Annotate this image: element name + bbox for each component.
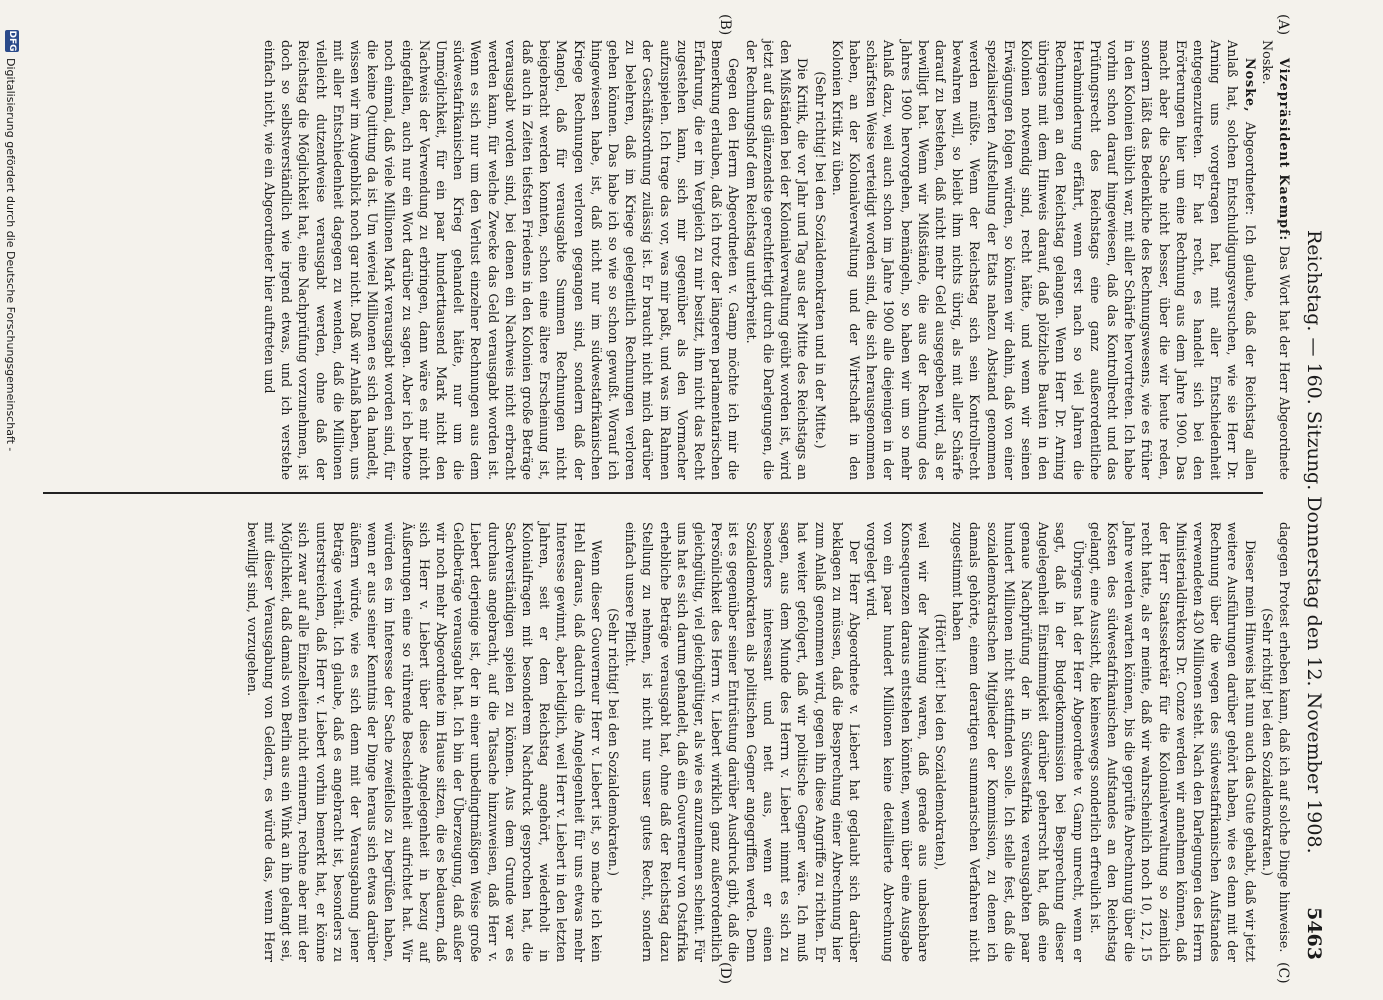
margin-marker-d: (D) (717, 962, 733, 985)
paragraph-text: Abgeordneter: Ich glaube, daß der Reichstag allen Anlaß hat, solchen Entschuldigungsversuchen, wie sie Herr Dr. Arning uns vorgetragen hat, mit aller Entschiedenheit entgegenzutreten. Er hat recht, es handelt sich bei den Erörterungen hier um eine Rechnung aus dem Jahre 1900. Das macht aber die Sache nicht besser, über die wir heute reden, sondern läßt das Bedenkliche des Rechnungswesens, wie es früher in den Kolonien üblich war, mit aller Schärfe hervortreten. Ich habe vorhin schon darauf hingewiesen, daß das Kontrollrecht und das Prüfungsrecht des Reichstags eine ganz außerordentliche Herabminderung erfährt, wenn erst nach so viel Jahren die Rechnungen an den Reichstag gelangen. Wenn Herr Dr. Arning übrigens mit dem Hinweis darauf, daß plötzliche Bauten in den Kolonien notwendig sind, recht hätte, und wenn wir seinen Erwägungen folgen würden, so können wir dahin, daß von einer spezialisierten Aufstellung der Etats nahezu Abstand genommen werden müßte. Wenn der Reichstag sich sein Kontrollrecht bewahren will, so bleibt ihm nichts übrig, als mit aller Schärfe darauf zu bestehen, daß nicht mehr Geld ausgegeben wird, als er bewilligt hat. Wenn wir Mißstände, die aus der Rechnung des Jahres 1900 hervorgehen, bemängeln, so haben wir um so mehr Anlaß dazu, weil auch schon im Jahre 1900 alle diejenigen in der schärfsten Weise verteidigt worden sind, die sich herausgenommen haben, an der Kolonialverwaltung und der Wirtschaft in den Kolonien Kritik zu üben. (829, 40, 1258, 480)
paragraph (949, 522, 1087, 962)
margin-marker-a: (A) (1275, 14, 1291, 36)
speaker-name: Noske, (1242, 58, 1258, 113)
paragraph (244, 522, 605, 962)
margin-marker-b: (B) (717, 14, 733, 36)
footer-credit: Digitalisierung gefördert durch die Deutsche Forschungsgemeinschaft - (4, 58, 17, 452)
interjection: (Sehr richtig! bei den Sozialdemokraten.) (1259, 608, 1275, 876)
page-number: 5463 (1303, 907, 1325, 960)
interjection: (Sehr richtig! bei den Sozialdemokraten.) (606, 608, 622, 876)
paragraph (1259, 522, 1276, 962)
paragraph (605, 522, 622, 962)
page-footer (1, 0, 19, 1000)
paragraph-text: Gegen den Herrn Abgeordneten v. Gamp möchte ich mir die Bemerkung erlauben, daß ich trotz der längeren parlamentarischen Erfahrung, die er im Vergleich zu mir besitzt, ihm nicht das Recht zugestehen kann, sich mir gegenüber als den Vormacher aufzuspielen. Ich trage das vor, was mir paßt, und was im Rahmen der Geschäftsordnung zulässig ist. Er braucht nicht mich darüber zu belehren, daß im Kriege gelegentlich Rechnungen verloren gehen können. Das habe ich so wie so schon gewußt. Worauf ich hingewiesen habe, ist, daß nicht nur im südwestafrikanischen Kriege Rechnungen verloren gegangen sind, sondern daß der Mangel, daß für verausgabte Summen Rechnungen nicht beigebracht werden konnten, schon eine ältere Erscheinung ist, daß auch in Zeiten tiefsten Friedens in den Kolonien große Beträge verausgabt worden sind, bei denen ein Nachweis nicht erbracht werden kann, für welche Zwecke das Geld verausgabt worden ist. Wenn es sich nur um den Verlust einzelner Rechnungen aus dem südwestafrikanischen Krieg gehandelt hätte, nur um die Unmöglichkeit, für ein paar hunderttausend Mark nicht den Nachweis der Verwendung zu erbringen, dann wäre es mir nicht eingefallen, auch nur ein Wort darüber zu sagen. Aber ich betone noch einmal, daß viele Millionen Mark verausgabt worden sind, für die keine Quittung da ist. Um wieviel Millionen es sich da handelt, wissen wir im Augenblick noch gar nicht. Daß wir Anlaß haben, uns mit aller Entschiedenheit dagegen zu wenden, daß die Millionen vielleicht dutzendweise verausgabt werden, ohne daß der Reichstag die Möglichkeit hat, eine Nachprüfung vorzunehmen, ist doch so selbstverständlich wie irgend etwas, und ich verstehe einfach nicht, wie ein Abgeordneter hier auftreten und (262, 40, 742, 480)
margin-marker-c: (C) (1275, 962, 1291, 984)
interjection: (Hört! hört! bei den Sozialdemokraten), (932, 613, 948, 871)
paragraph-text: weil wir der Meinung waren, daß gerade aus unabsehbare Konsequenzen daraus entstehen könnten, wenn über eine Ausgabe von ein paar hundert Millionen keine detaillierte Abrechnung vorgelegt wird. (864, 522, 931, 962)
paragraph-text: Übrigens hat der Herr Abgeordnete v. Gamp unrecht, wenn er sagt, daß in der Budgetkommission bei Besprechung dieser Angelegenheit Einstimmigkeit darüber geherrscht hat, daß eine genaue Nachprüfung der in Südwestafrika verausgabten paar hundert Millionen nicht stattfinden solle. Ich stelle fest, daß die sozialdemokratischen Mitglieder der Kommission, zu denen ich damals gehörte, einem derartigen summarischen Verfahren nicht zugestimmt haben (950, 522, 1086, 962)
paragraph-text: Die Kritik, die vor Jahr und Tag aus der Mitte des Reichstags an den Mißständen bei der Kolonialverwaltung geübt worden ist, wird jetzt auf das glänzendste gerechtfertigt durch die Darlegungen, die der Rechnungshof dem Reichstag unterbreitet. (743, 40, 811, 480)
paragraph-text: Das Wort hat der Herr Abgeordnete Noske. (1259, 40, 1292, 480)
column-divider (43, 492, 1263, 494)
paragraph-text: dagegen Protest erheben kann, daß ich auf solche Dinge hinweise. (1277, 522, 1292, 953)
paragraph (932, 522, 949, 962)
dfg-logo: DFG (7, 30, 17, 52)
paragraph (743, 40, 812, 480)
right-text-column (244, 522, 1293, 962)
paragraph (622, 522, 863, 962)
paragraph (829, 40, 1259, 480)
paragraph (1276, 522, 1293, 962)
page-header (1301, 40, 1325, 960)
paragraph-text: Wenn dieser Gouverneur Herr v. Liebert ist, so mache ich kein Hehl daraus, daß dadurch die Angelegenheit für uns etwas mehr Interesse gewinnt, aber lediglich, weil Herr v. Liebert in den letzten Jahren, seit er dem Reichstag angehört, wiederholt in Kolonialfragen mit besonderem Nachdruck gesprochen hat, die Sachverständigen spielen zu können. Aus dem Grunde war es durchaus angebracht, auf die Tatsache hinzuweisen, daß Herr v. Liebert derjenige ist, der in einer unbedingtmäßigen Weise große Geldbeträge verausgabt hat. Ich bin der Überzeugung, daß außer wir noch mehr Abgeordnete im Hause sitzen, die es bedauern, daß sich Herr v. Liebert über diese Angelegenheit in bezug auf Äußerungen eine so rührende Bescheidenheit aufrichtet hat. Wir würden es im Interesse der Sache zweifellos zu begrüßen haben, wenn er aus seiner Kenntnis der Dinge heraus sich etwas darüber äußern würde, wie es sich denn mit der Verausgabung jener Beträge verhält. Ich glaube, daß es angebracht ist, besonders zu unterstreichen, daß Herr v. Liebert vorhin bemerkt hat, er könne sich zwar auf alle Einzelheiten nicht erinnern, rechne aber mit der Möglichkeit, daß damals von Berlin aus ein Wink an ihn gelangt sei, mit dieser Verausgabung von Geldern, es würde das, wenn Herr bewilligt sind, vorzugehen. (244, 522, 604, 962)
paragraph (863, 522, 932, 962)
running-header: Reichstag. — 160. Sitzung. Donnerstag den 12. November 1908. (1303, 230, 1325, 854)
paragraph (261, 40, 743, 480)
paragraph-text: Der Herr Abgeordnete v. Liebert hat geglaubt sich darüber beklagen zu müssen, daß die Besprechung einer Abrechnung hier zum Anlaß genommen wird, gegen ihn diese Angriffe zu richten. Er hat weiter gefolgert, daß wir politische Gegner wäre. Ich muß sagen, aus dem Munde des Herrn v. Liebert nimmt es sich zu besonders interessant und nett aus, wenn er einen Sozialdemokraten als politischen Gegner angegriffen werde. Denn ist es gegenüber seiner Entrüstung darüber Ausdruck gibt, daß die Persönlichkeit des Herrn v. Liebert wirklich ganz außerordentlich gleichgültig, viel gleichgültiger, als wie es anzunehmen scheint. Für uns hat es sich darum gehandelt, daß ein Gouverneur von Ostafrika erhebliche Beträge verausgabt hat, ohne daß der Reichstag dazu Stellung zu nehmen, ist nicht nur unser gutes Recht, sondern einfach unsere Pflicht. (623, 522, 862, 962)
interjection: (Sehr richtig! bei den Sozialdemokraten und in der Mitte.) (812, 71, 828, 449)
paragraph (1087, 522, 1259, 962)
paragraph-text: Dieser mein Hinweis hat nun auch das Gute gehabt, daß wir jetzt weitere Ausführungen darüber gehört haben, wie es denn mit der Rechnung über die wegen des südwestafrikanischen Aufstandes verwendeten 430 Millionen steht. Nach den Darlegungen des Herrn Ministerialdirektors Dr. Conze werden wir annehmen können, daß der Herr Staatssekretär für die Kolonialverwaltung so ziemlich recht hatte, als er meinte, daß wir wahrscheinlich noch 10, 12, 15 Jahre werden warten können, bis die geprüfte Abrechnung über die Kosten des südwestafrikanischen Aufstandes an den Reichstag gelangt, eine Aussicht, die keineswegs sonderlich erfreulich ist. (1087, 522, 1258, 962)
paragraph (811, 40, 828, 480)
paragraph (1259, 40, 1293, 480)
speaker-name: Vizepräsident Kaempf: (1277, 58, 1292, 242)
left-text-column (261, 40, 1293, 480)
